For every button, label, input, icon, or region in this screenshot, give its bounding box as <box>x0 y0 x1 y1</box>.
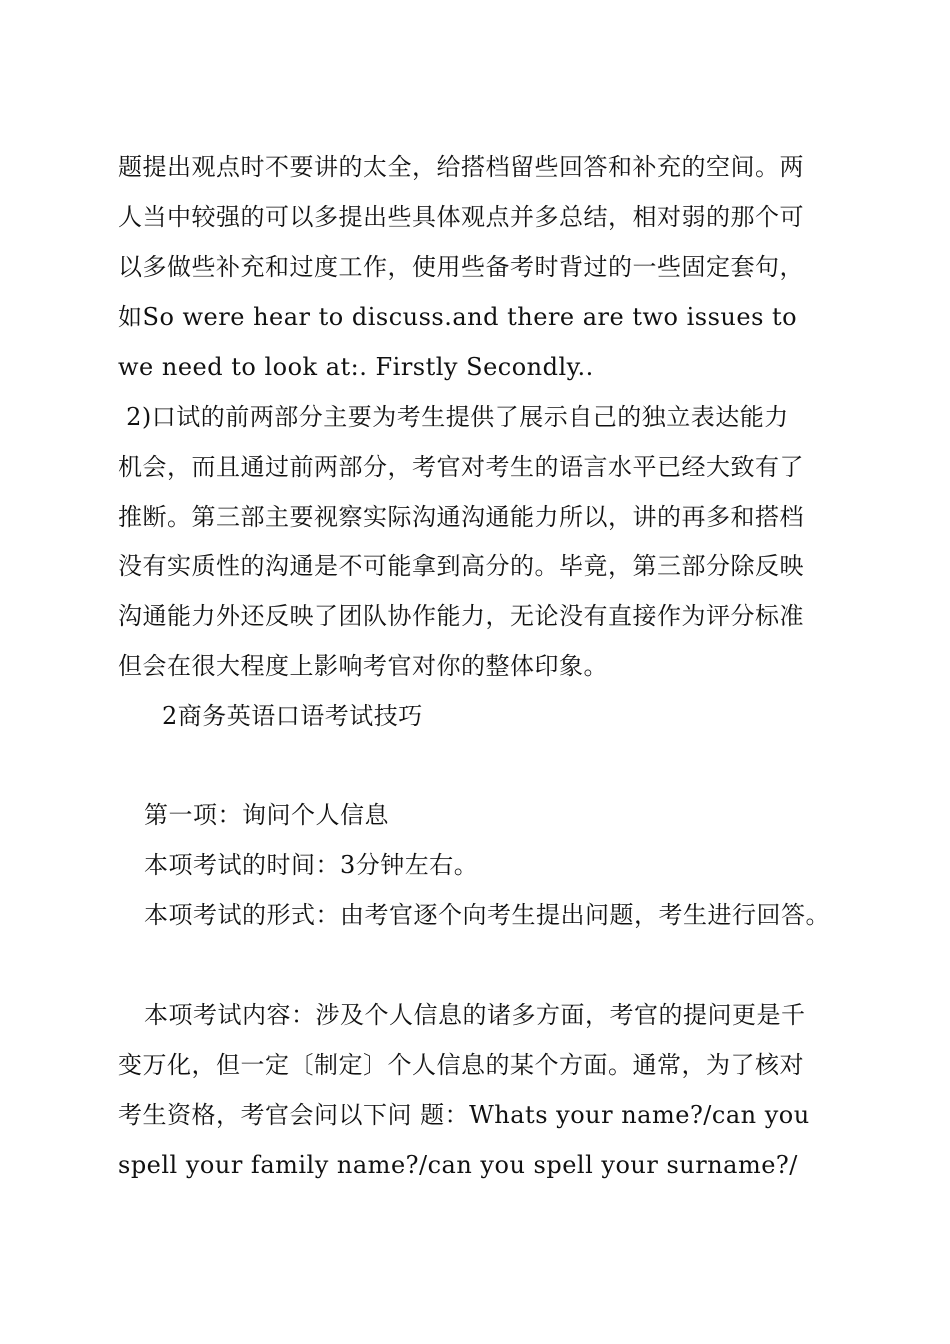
text-line: 本项考试内容：涉及个人信息的诸多方面，考官的提问更是千 <box>144 1001 806 1029</box>
text-line: 人当中较强的可以多提出些具体观点并多总结，相对弱的那个可 <box>118 203 804 231</box>
text-line: 考生资格，考官会问以下问 题：Whats your name?/can you <box>118 1101 810 1129</box>
text-line: 推断。第三部主要视察实际沟通沟通能力所以，讲的再多和搭档 <box>118 503 804 531</box>
text-line: 沟通能力外还反映了团队协作能力，无论没有直接作为评分标准 <box>118 602 804 630</box>
text-line: 变万化，但一定〔制定〕个人信息的某个方面。通常，为了核对 <box>118 1051 804 1079</box>
text-line: 如So were hear to discuss.and there are two issues to <box>118 303 798 331</box>
text-line: spell your family name?/can you spell your surname?/ <box>118 1151 798 1179</box>
text-line: 但会在很大程度上影响考官对你的整体印象。 <box>118 652 608 680</box>
text-line: 以多做些补充和过度工作，使用些备考时背过的一些固定套句， <box>118 253 804 281</box>
text-line: 本项考试的形式：由考官逐个向考生提出问题，考生进行回答。 <box>144 901 830 929</box>
text-line: 没有实质性的沟通是不可能拿到高分的。毕竟，第三部分除反映 <box>118 552 804 580</box>
text-line: we need to look at:. Firstly Secondly.. <box>118 353 594 381</box>
section-heading: 2商务英语口语考试技巧 <box>162 702 423 730</box>
text-line: 本项考试的时间：3分钟左右。 <box>144 851 479 879</box>
item-title: 第一项：询问个人信息 <box>144 801 389 829</box>
text-line: 2)口试的前两部分主要为考生提供了展示自己的独立表达能力 <box>118 403 789 431</box>
text-line: 题提出观点时不要讲的太全，给搭档留些回答和补充的空间。两 <box>118 153 804 181</box>
text-line: 机会，而且通过前两部分，考官对考生的语言水平已经大致有了 <box>118 453 804 481</box>
